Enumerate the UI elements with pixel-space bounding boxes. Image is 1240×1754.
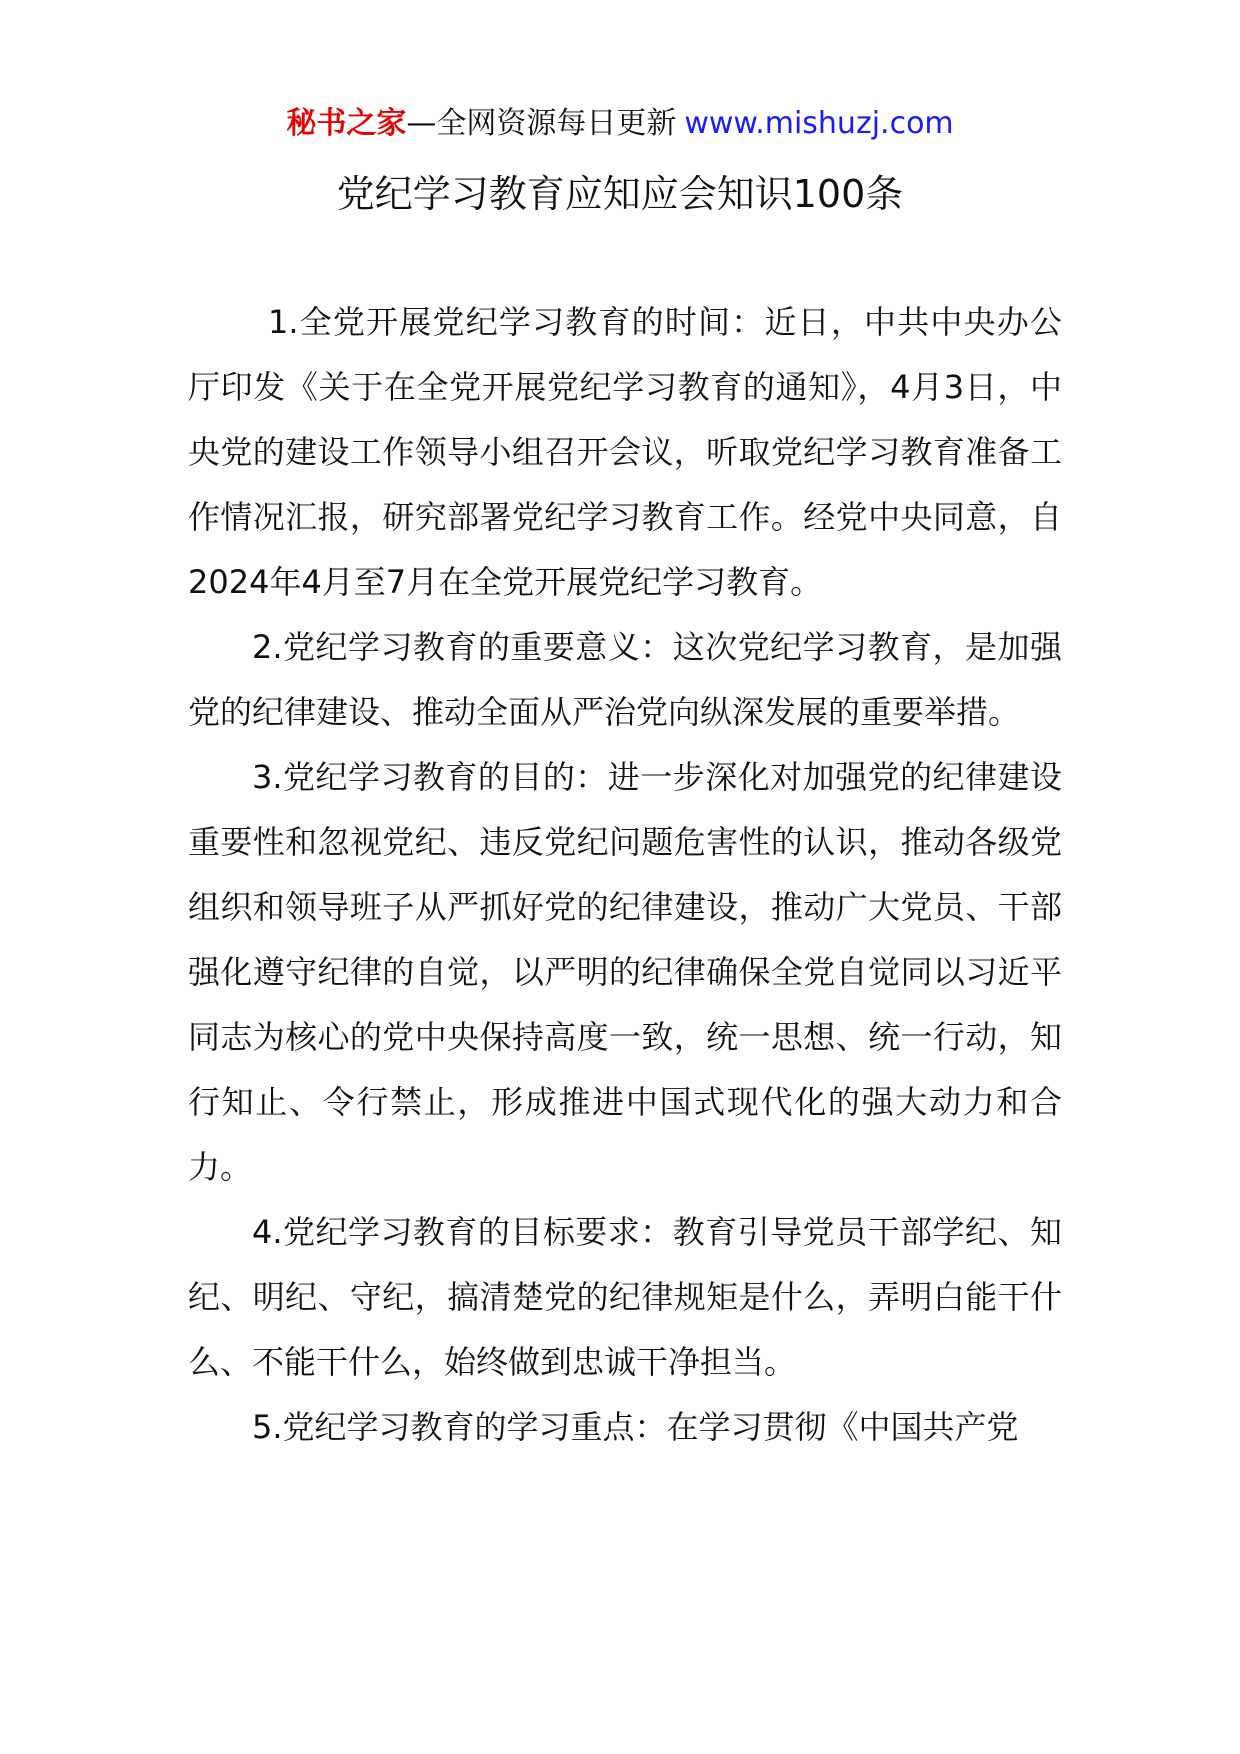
document-body (188, 290, 1062, 1460)
paragraph-5: 5.党纪学习教育的学习重点：在学习贯彻《中国共产党 (252, 1408, 1019, 1446)
paragraph-3: 3.党纪学习教育的目的：进一步深化对加强党的纪律建设重要性和忽视党纪、违反党纪问题危害性的认识，推动各级党组织和领导班子从严抓好党的纪律建设，推动广大党员、干部强化遵守纪律的自觉，以严明的纪律确保全党自觉同以习近平同志为核心的党中央保持高度一致，统一思想、统一行动，知行知止、令行禁止，形成推进中国式现代化的强大动力和合力。 (188, 758, 1062, 1186)
site-header (0, 100, 1240, 148)
paragraph-4: 4.党纪学习教育的目标要求：教育引导党员干部学纪、知纪、明纪、守纪，搞清楚党的纪律规矩是什么，弄明白能干什么、不能干什么，始终做到忠诚干净担当。 (188, 1213, 1062, 1381)
header-tagline: —全网资源每日更新 (406, 106, 677, 141)
site-url-link[interactable]: www.mishuzj.com (684, 106, 954, 141)
paragraph-1: 1.全党开展党纪学习教育的时间：近日，中共中央办公厅印发《关于在全党开展党纪学习教育的通知》，4月3日，中央党的建设工作领导小组召开会议，听取党纪学习教育准备工作情况汇报，研究部署党纪学习教育工作。经党中央同意，自2024年4月至7月在全党开展党纪学习教育。 (188, 303, 1062, 601)
paragraph-2: 2.党纪学习教育的重要意义：这次党纪学习教育，是加强党的纪律建设、推动全面从严治党向纵深发展的重要举措。 (188, 628, 1062, 731)
brand-name: 秘书之家 (286, 106, 407, 141)
document-title: 党纪学习教育应知应会知识100条 (336, 172, 904, 216)
